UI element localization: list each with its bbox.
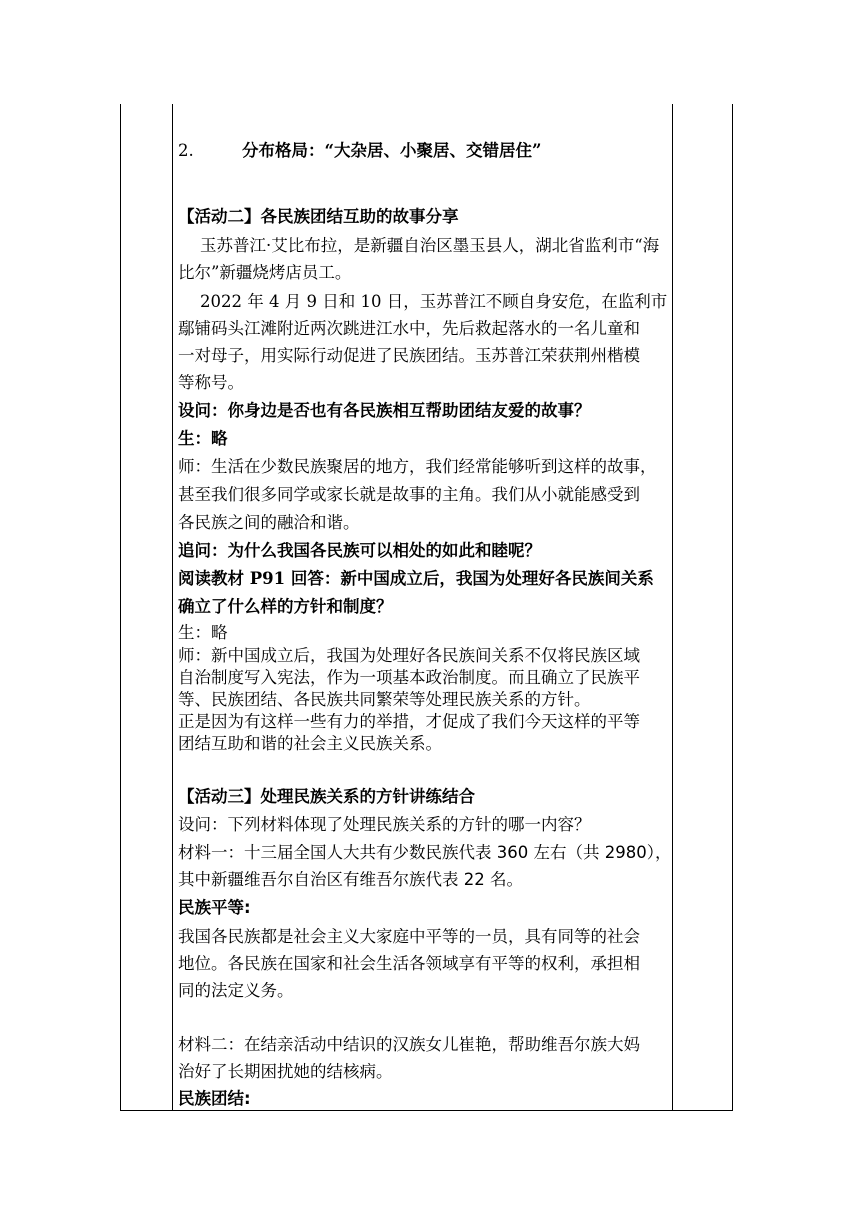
item-number: 2. — [178, 141, 194, 160]
reading-question-line-1: 阅读教材 P91 回答：新中国成立后，我国为处理好各民族间关系 — [178, 569, 654, 588]
teacher-remark-1-line-3: 各民族之间的融洽和谐。 — [178, 513, 360, 532]
student-answer-2: 生：略 — [178, 623, 228, 642]
question-1: 设问：你身边是否也有各民族相互帮助团结友爱的故事？ — [178, 401, 591, 420]
story-paragraph-2-line-1: 2022 年 4 月 9 日和 10 日，玉苏普江不顾自身安危，在监利市 — [200, 292, 668, 311]
student-answer-1: 生：略 — [178, 429, 228, 448]
ethnic-unity-title: 民族团结: — [178, 1089, 251, 1108]
material-1-line-2: 其中新疆维吾尔自治区有维吾尔族代表 22 名。 — [178, 870, 523, 889]
teacher-remark-2-line-3: 等、民族团结、各民族共同繁荣等处理民族关系的方针。 — [178, 690, 591, 709]
ethnic-equality-title: 民族平等: — [178, 898, 251, 917]
ethnic-equality-line-3: 同的法定义务。 — [178, 981, 294, 1000]
ethnic-equality-line-2: 地位。各民族在国家和社会生活各领域享有平等的权利，承担相 — [178, 954, 640, 973]
activity-2-title: 【活动二】各民族团结互助的故事分享 — [178, 207, 459, 226]
teacher-remark-1-line-2: 甚至我们很多同学或家长就是故事的主角。我们从小就能感受到 — [178, 485, 640, 504]
table-border-right — [732, 104, 733, 1111]
story-paragraph-2-line-3: 一对母子，用实际行动促进了民族团结。玉苏普江荣获荆州楷模 — [178, 346, 640, 365]
material-2-line-1: 材料二：在结亲活动中结识的汉族女儿崔艳，帮助维吾尔族大妈 — [178, 1035, 640, 1054]
table-column-divider-1 — [172, 104, 173, 1111]
teacher-remark-2-line-4: 正是因为有这样一些有力的举措，才促成了我们今天这样的平等 — [178, 712, 640, 731]
reading-question-line-2: 确立了什么样的方针和制度？ — [178, 597, 393, 616]
activity-3-title: 【活动三】处理民族关系的方针讲练结合 — [178, 787, 475, 806]
material-1-line-1: 材料一：十三届全国人大共有少数民族代表 360 左右（共 2980）， — [178, 843, 672, 862]
material-2-line-2: 治好了长期困扰她的结核病。 — [178, 1062, 393, 1081]
story-paragraph-1-line-2: 比尔”新疆烧烤店员工。 — [178, 263, 352, 282]
story-paragraph-2-line-2: 鄢铺码头江滩附近两次跳进江水中，先后救起落水的一名儿童和 — [178, 319, 640, 338]
follow-up-question: 追问：为什么我国各民族可以相处的如此和睦呢？ — [178, 541, 541, 560]
table-column-divider-2 — [672, 104, 673, 1111]
teacher-remark-2-line-5: 团结互助和谐的社会主义民族关系。 — [178, 734, 442, 753]
story-paragraph-1-line-1: 玉苏普江·艾比布拉，是新疆自治区墨玉县人，湖北省监利市“海 — [200, 236, 660, 255]
table-border-left — [120, 104, 121, 1111]
item-2-heading — [178, 138, 670, 164]
question-4: 设问：下列材料体现了处理民族关系的方针的哪一内容？ — [178, 815, 591, 834]
teacher-remark-2-line-2: 自治制度写入宪法，作为一项基本政治制度。而且确立了民族平 — [178, 668, 640, 687]
story-paragraph-2-line-4: 等称号。 — [178, 373, 244, 392]
ethnic-equality-line-1: 我国各民族都是社会主义大家庭中平等的一员，具有同等的社会 — [178, 927, 640, 946]
teacher-remark-1-line-1: 师：生活在少数民族聚居的地方，我们经常能够听到这样的故事， — [178, 457, 657, 476]
item-2-text: 分布格局：“大杂居、小聚居、交错居住” — [242, 141, 542, 160]
teacher-remark-2-line-1: 师：新中国成立后，我国为处理好各民族间关系不仅将民族区域 — [178, 646, 640, 665]
